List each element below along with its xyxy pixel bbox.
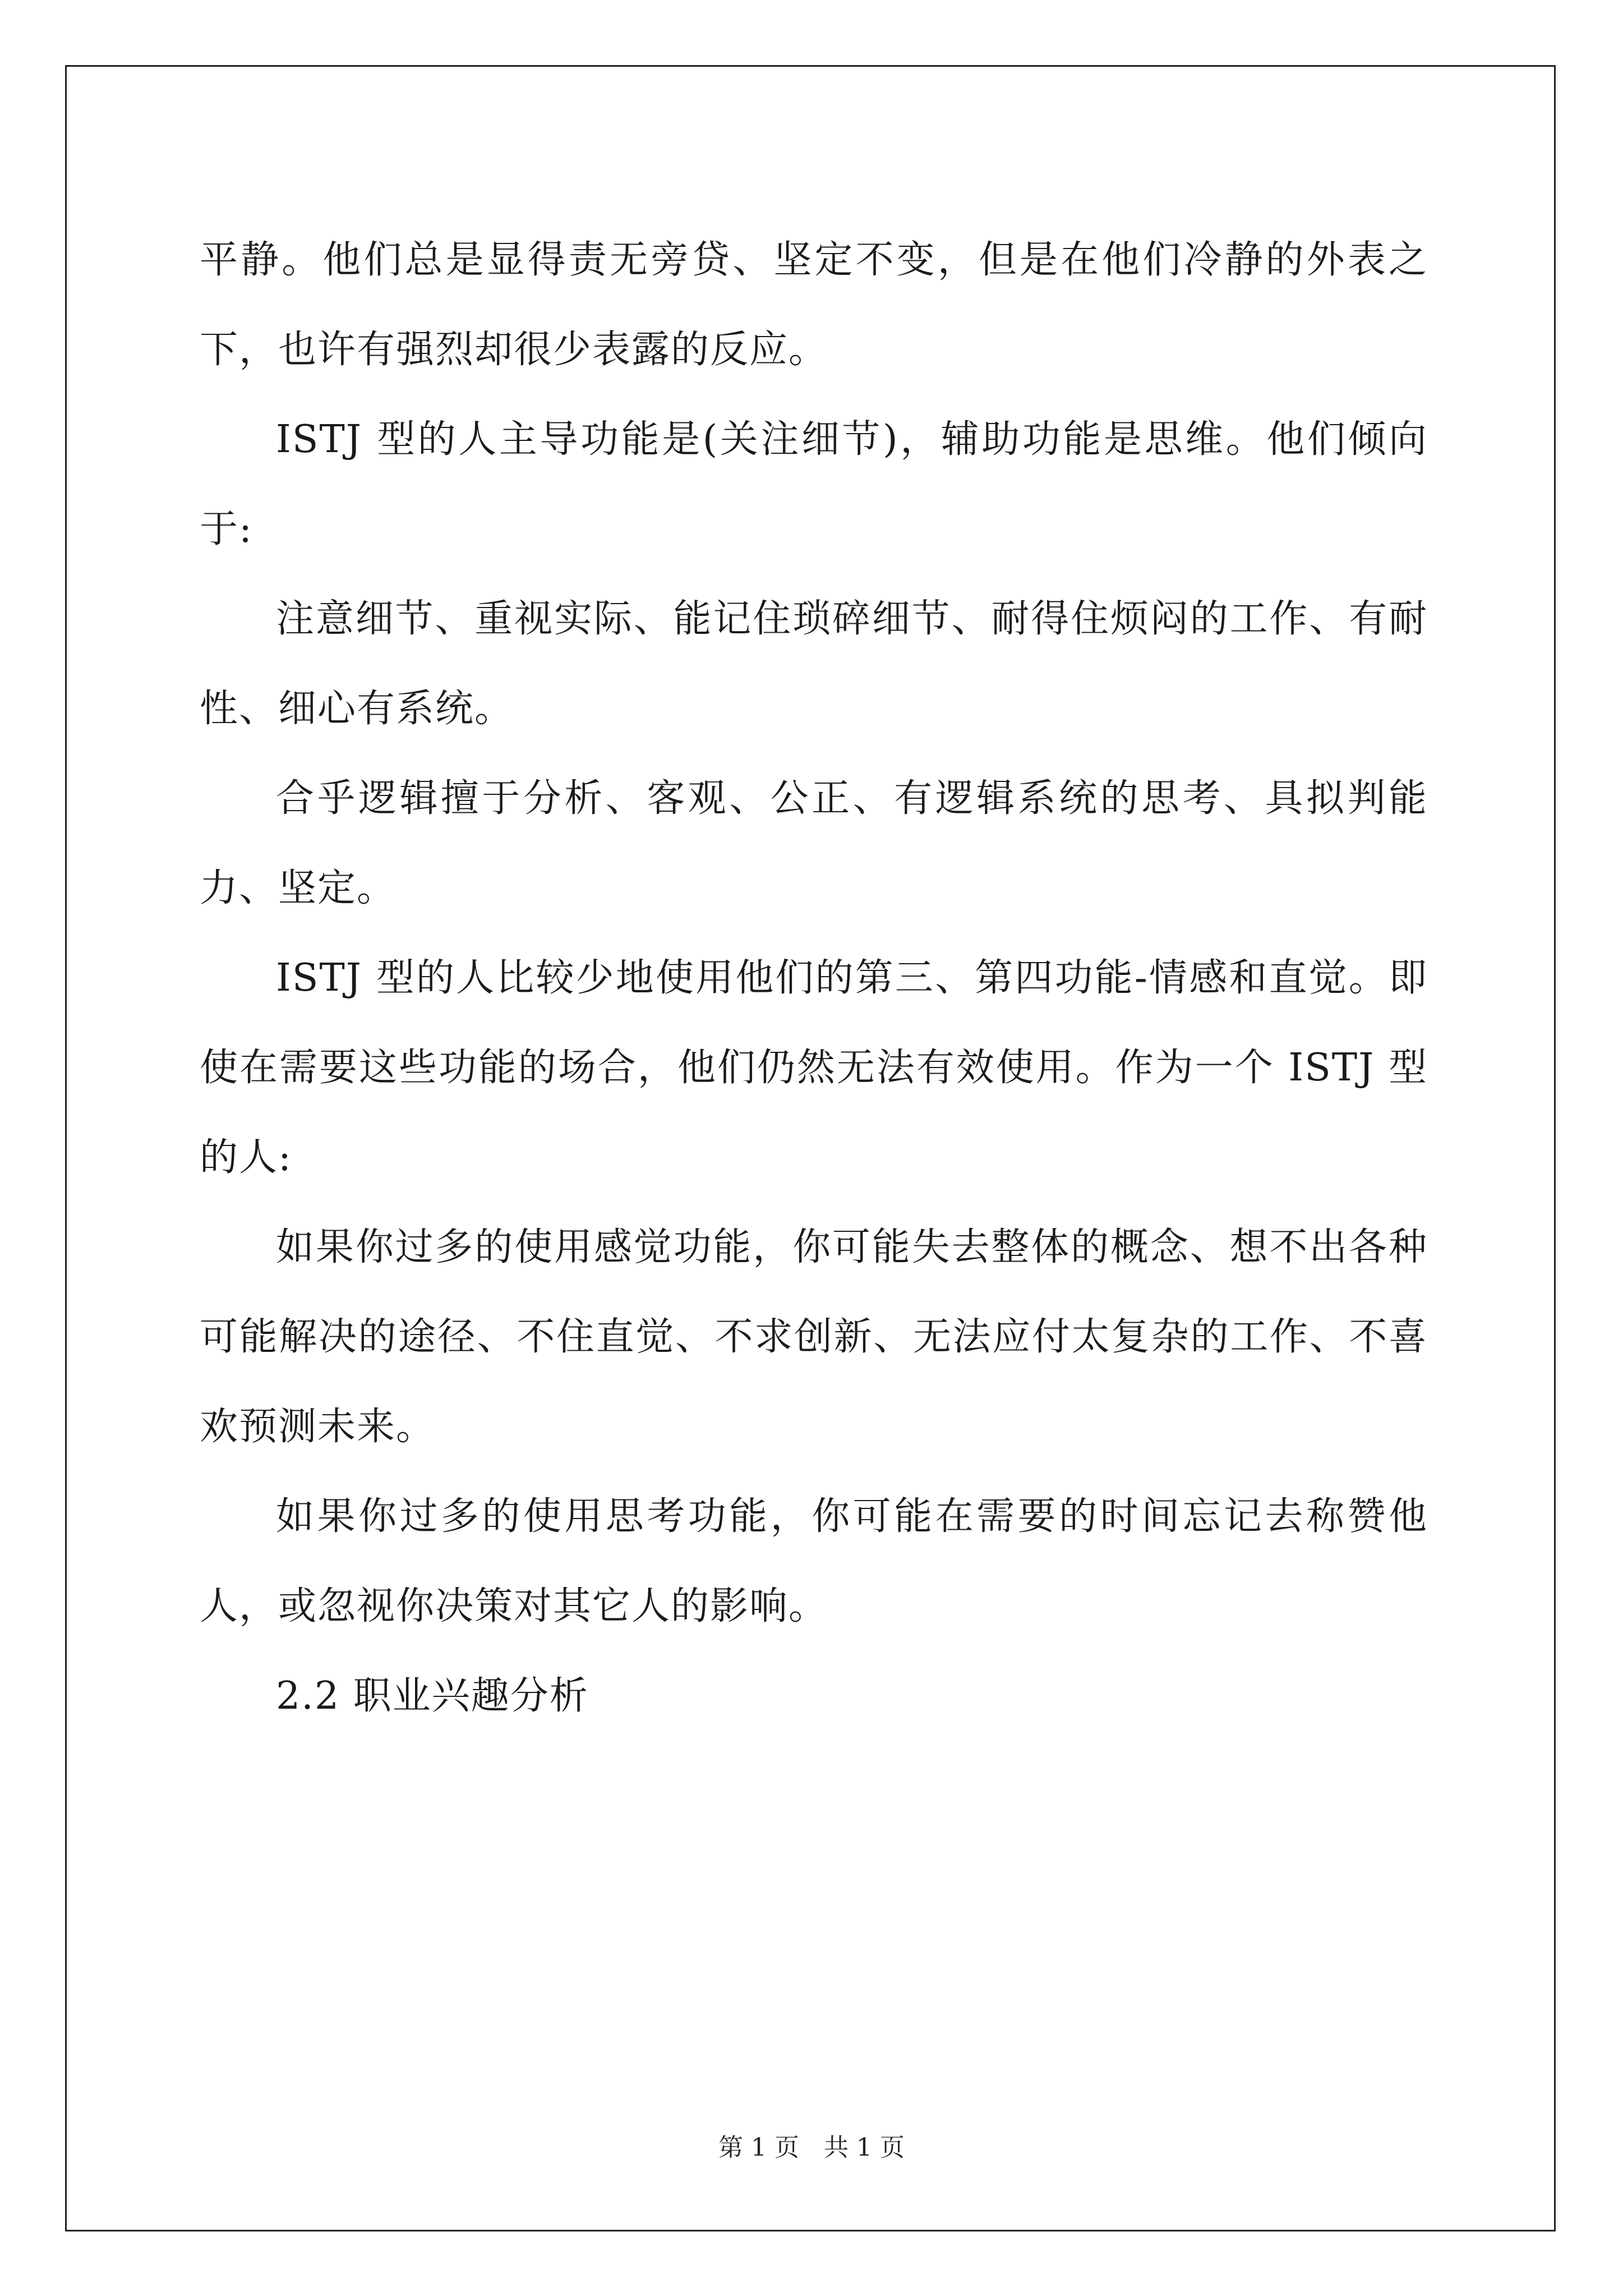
section-heading: 2.2 职业兴趣分析 [276,1674,589,1718]
document-body [200,215,1428,1741]
paragraph-3: 注意细节、重视实际、能记住琐碎细节、耐得住烦闷的工作、有耐性、细心有系统。 [200,597,1428,731]
paragraph-1: 平静。他们总是显得责无旁贷、坚定不变，但是在他们冷静的外表之下，也许有强烈却很少表露的反应。 [200,238,1428,372]
paragraph-4: 合乎逻辑擅于分析、客观、公正、有逻辑系统的思考、具拟判能力、坚定。 [200,776,1428,910]
page-footer: 第 1 页 共 1 页 [718,2133,905,2162]
paragraph-7: 如果你过多的使用思考功能，你可能在需要的时间忘记去称赞他人，或忽视你决策对其它人的影响。 [200,1494,1428,1628]
paragraph-2: ISTJ 型的人主导功能是(关注细节)，辅助功能是思维。他们倾向于: [200,417,1428,551]
paragraph-5: ISTJ 型的人比较少地使用他们的第三、第四功能-情感和直觉。即使在需要这些功能的场合，他们仍然无法有效使用。作为一个 ISTJ 型的人: [200,956,1428,1180]
paragraph-6: 如果你过多的使用感觉功能，你可能失去整体的概念、想不出各种可能解决的途径、不住直觉、不求创新、无法应付太复杂的工作、不喜欢预测未来。 [200,1225,1428,1449]
